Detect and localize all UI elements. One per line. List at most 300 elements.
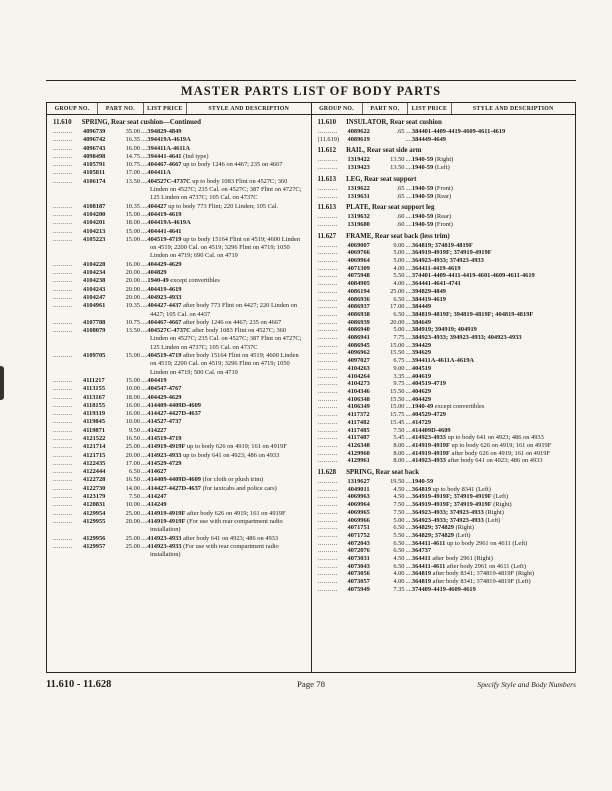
list-price: 7.75 (393, 334, 405, 342)
style-numbers: 414923-4933 (411, 434, 446, 442)
style-numbers: 414627 (147, 468, 167, 476)
style-description: .... 364923-4933; 374923-4933 (Right) (406, 509, 571, 517)
parts-row (53, 236, 306, 261)
group-cell (318, 532, 348, 540)
part-number: 4086939 (347, 318, 370, 326)
section-group-number: 11.610 (53, 119, 72, 126)
style-description: .... 404519-4719 after body 15164 Flint on 4519; 4600 Linden on 4519; 2200 Cal. on 4519; 3296 Flint on 4719; 1050 Linden on 4719; 500 Cal. on 4719 (141, 352, 306, 377)
style-description (141, 394, 306, 402)
part-number: 4117482 (347, 418, 370, 426)
parts-row (53, 277, 306, 285)
part-number: 4069965 (347, 508, 370, 516)
parts-row (53, 476, 306, 484)
list-price: 9.00 (393, 364, 405, 372)
parts-row (318, 457, 571, 465)
list-price: 19.50 (390, 478, 405, 486)
style-numbers: 414427-4427D-4637 (147, 410, 201, 418)
style-description: .... 364919-4919F; 374919-4919F (Right) (406, 501, 571, 509)
group-cell (318, 334, 348, 342)
parts-row (318, 478, 571, 486)
part-number: 4071309 (347, 264, 370, 272)
style-numbers: 364919-4919F; 374919-4919F (411, 501, 492, 509)
parts-row (318, 517, 571, 525)
part-number: 4118155 (83, 401, 106, 409)
group-cell (318, 156, 348, 164)
list-price: 7.50 (393, 508, 405, 516)
list-price: 5.00 (393, 257, 405, 265)
style-description (406, 365, 571, 373)
list-price: 6.50 (393, 547, 405, 555)
parts-row (318, 578, 571, 586)
group-cell (53, 418, 83, 426)
part-number: 4073057 (347, 578, 370, 586)
group-cell (318, 478, 348, 486)
parts-row (53, 286, 306, 294)
style-description: .... 364919-4919F; 374919-4919F (Left) (406, 493, 571, 501)
list-price: .65 (396, 192, 405, 200)
style-description: .... 414427-4427D-4637 (for taxicabs and police cars) (141, 485, 306, 493)
style-description: .... 364829; 374829 (Right) (406, 524, 571, 532)
style-description (406, 319, 571, 327)
style-numbers: 414923-4933 (411, 457, 446, 465)
part-number: 4122444 (83, 468, 106, 476)
parts-row (318, 532, 571, 540)
parts-row (53, 269, 306, 277)
part-number: 4072076 (347, 547, 370, 555)
list-price: 6.50 (393, 524, 405, 532)
list-price: 15.00 (125, 210, 140, 218)
list-price: 15.50 (390, 395, 405, 403)
parts-table (46, 102, 576, 673)
style-description (406, 136, 571, 144)
parts-row (318, 524, 571, 532)
group-cell (53, 294, 83, 302)
style-numbers: 364819 (411, 578, 432, 586)
style-numbers: 1940-59 (411, 164, 434, 172)
parts-row (53, 427, 306, 435)
parts-row (318, 555, 571, 563)
group-cell (318, 380, 348, 388)
group-cell (318, 303, 348, 311)
style-numbers: 404519-4719 (147, 235, 182, 243)
style-numbers: 404527C-4737C (147, 177, 191, 185)
style-numbers: 414427-4427D-4637 (147, 484, 201, 492)
style-numbers: 414409-4409D-4609 (147, 401, 201, 409)
list-price: 4.50 (393, 555, 405, 563)
style-description (406, 257, 571, 265)
style-numbers: 404429 (411, 395, 432, 403)
part-number: 1319632 (347, 213, 370, 221)
group-cell (53, 394, 83, 402)
group-cell (53, 319, 83, 327)
style-description: .... 414919-4919F (For use with rear compartment radio installation) (141, 518, 306, 535)
style-numbers: 394829-4849 (411, 287, 446, 295)
parts-row (318, 373, 571, 381)
style-description (406, 388, 571, 396)
style-description: .... 414919-4919F up to body 626 on 4919; 161 on 4919F (406, 442, 571, 450)
parts-row (53, 211, 306, 219)
list-price: 7.50 (393, 426, 405, 434)
section-group-number: 11.628 (317, 469, 337, 477)
style-description (141, 169, 306, 177)
parts-row (53, 377, 306, 385)
parts-row (318, 265, 571, 273)
parts-row (53, 410, 306, 418)
section-title: LEG, Rear seat support (346, 175, 417, 183)
section-group-number: 11.627 (317, 232, 337, 240)
style-description (141, 427, 306, 435)
part-number: 4073043 (347, 562, 370, 570)
group-cell (318, 319, 348, 327)
group-cell (318, 221, 348, 229)
style-numbers: 404419-4619 (147, 210, 182, 218)
group-cell (53, 410, 83, 418)
style-description (406, 586, 571, 594)
list-price: 8.00 (393, 441, 405, 449)
parts-row (318, 357, 571, 365)
parts-row (318, 501, 571, 509)
part-number: 4122728 (83, 476, 106, 484)
style-description (406, 303, 571, 311)
style-numbers: 364411-4611 (411, 539, 446, 547)
style-numbers: 1940-49 (147, 277, 169, 285)
group-cell (53, 327, 83, 352)
list-price: 15.00 (125, 235, 140, 243)
style-description (141, 493, 306, 501)
style-description: .... 414919-4919F after body 626 on 4919; 161 on 4919F (141, 510, 306, 518)
group-cell (318, 411, 348, 419)
list-price: 25.00 (390, 287, 405, 295)
left-column (47, 115, 311, 672)
part-number: 1319423 (347, 164, 370, 172)
style-description: .... 404467-4667 up to body 1246 on 4467; 235 on 4667 (141, 161, 306, 169)
list-price: 5.50 (393, 531, 405, 539)
style-description: .... 414919-4919F up to body 626 on 4919; 161 on 4919F (141, 443, 306, 451)
section-group-number: 11.613 (317, 175, 337, 183)
style-numbers: 404519-4719 (147, 352, 182, 360)
list-price: 4.50 (393, 493, 405, 501)
style-description: .... 1940-59 (Left) (406, 164, 571, 172)
parts-row (318, 296, 571, 304)
list-price: 16.00 (125, 260, 140, 268)
section-group-number: 11.612 (317, 147, 337, 155)
style-description (141, 294, 306, 302)
style-description: .... 404527C-4737C after body 1083 Flint on 4527C; 360 Linden on 4527C; 235 Cal. on 4527C; 387 Flint on 4727C; 125 Linden on 4737C; 105 Cal. on 4737C (141, 327, 306, 352)
style-description (141, 402, 306, 410)
parts-row (53, 510, 306, 518)
group-cell (53, 476, 83, 484)
part-number: 4106174 (83, 177, 106, 185)
list-price: 4.50 (393, 485, 405, 493)
group-cell (53, 468, 83, 476)
part-number: 1319680 (347, 220, 370, 228)
style-numbers: 414923-4933 (147, 451, 182, 459)
style-numbers: 1940-59 (411, 478, 434, 486)
parts-row (53, 128, 306, 136)
parts-row (53, 468, 306, 476)
part-number: 4104243 (83, 285, 106, 293)
style-description: .... 404519-4719 up to body 15164 Flint on 4519; 4600 Linden on 4519; 2200 Cal. on 4519; 3296 Flint on 4719; 1050 Linden on 4719; 690 Cal. on 4719 (141, 236, 306, 261)
part-number: 4129960 (347, 449, 370, 457)
style-numbers: 414519-4719 (147, 434, 182, 442)
list-price: 7.50 (128, 493, 140, 501)
parts-row (53, 435, 306, 443)
table-header-band (47, 103, 575, 115)
list-price: 14.00 (125, 484, 140, 492)
style-description (141, 269, 306, 277)
part-number: 4122435 (83, 459, 106, 467)
group-cell (53, 178, 83, 203)
part-number: 1319627 (347, 478, 370, 486)
style-description (406, 242, 571, 250)
style-description: .... 364923-4933; 374923-4933 (Left) (406, 517, 571, 525)
style-numbers: 1940-59 (411, 184, 434, 192)
style-numbers: 364737 (411, 547, 432, 555)
style-description (406, 311, 571, 319)
parts-row (53, 493, 306, 501)
style-numbers: 404429-4629 (147, 260, 182, 268)
group-cell (53, 543, 83, 560)
page-title: MASTER PARTS LIST OF BODY PARTS (180, 84, 442, 98)
part-number: 4086937 (347, 303, 370, 311)
style-description: .... 1940-59 (Front) (406, 185, 571, 193)
group-cell (318, 540, 348, 548)
list-price: 9.50 (128, 426, 140, 434)
style-description (406, 427, 571, 435)
style-description: .... 414923-4933 (For use with rear compartment radio installation) (141, 543, 306, 560)
style-description (406, 288, 571, 296)
table-body (47, 115, 575, 672)
list-price: .65 (396, 128, 405, 135)
parts-row (318, 128, 571, 136)
group-cell (318, 272, 348, 280)
part-number: 1319631 (347, 192, 370, 200)
parts-row (53, 294, 306, 302)
style-numbers: 394829-4849 (147, 128, 182, 135)
part-number: 4072043 (347, 539, 370, 547)
list-price: 4.00 (393, 570, 405, 578)
part-number: 4122730 (83, 484, 106, 492)
style-description (141, 435, 306, 443)
list-price: 15.00 (390, 341, 405, 349)
part-number: 4089622 (347, 128, 370, 135)
page-content (46, 80, 576, 690)
style-numbers: 404527C-4737C (147, 327, 191, 335)
part-number: 4104200 (83, 210, 106, 218)
group-cell (318, 213, 348, 221)
part-number: 4071752 (347, 531, 370, 539)
style-numbers: 414409-4409D-4609 (147, 476, 201, 484)
style-description (406, 249, 571, 257)
part-number: 4069007 (347, 241, 370, 249)
group-cell (53, 269, 83, 277)
parts-row (53, 385, 306, 393)
style-description: .... 364411 after body 2961 (Right) (406, 555, 571, 563)
style-numbers: 374409-4419-4609-4619 (411, 585, 476, 593)
part-number: 4069966 (347, 516, 370, 524)
parts-row (318, 221, 571, 229)
style-description (406, 547, 571, 555)
style-numbers: 414249 (147, 501, 167, 509)
parts-row (53, 203, 306, 211)
parts-row (318, 242, 571, 250)
style-description (406, 296, 571, 304)
list-price: .60 (396, 213, 405, 221)
part-number: 4126348 (347, 441, 370, 449)
parts-row (53, 460, 306, 468)
group-cell (318, 265, 348, 273)
section-heading (53, 118, 306, 127)
group-cell (318, 578, 348, 586)
style-numbers: 414247 (147, 493, 167, 501)
style-numbers: 414409D-4609 (411, 426, 451, 434)
list-price: 10.35 (125, 202, 140, 210)
style-numbers: 414919-4919F (147, 509, 186, 517)
parts-row (318, 311, 571, 319)
style-numbers: 374401-4409-4411-4419-4601-4609-4611-4619 (411, 272, 535, 280)
parts-row (318, 288, 571, 296)
list-price: 20.00 (125, 277, 140, 285)
section-11.613 (318, 203, 571, 228)
part-number: 4104228 (83, 260, 106, 268)
style-numbers: 364819; 374819-4819F (411, 241, 473, 249)
style-description (406, 128, 571, 136)
style-numbers: 384649 (411, 318, 432, 326)
group-cell (53, 518, 83, 535)
group-cell (318, 486, 348, 494)
style-numbers: 404467-4667 (147, 318, 182, 326)
parts-row (318, 427, 571, 435)
group-cell (53, 501, 83, 509)
style-numbers: 384401-4409-4419-4609-4611-4619 (411, 128, 506, 135)
list-price: 6.50 (393, 539, 405, 547)
style-numbers: 414919-4919F (147, 443, 186, 451)
style-description (406, 334, 571, 342)
part-number: 4106349 (347, 403, 370, 411)
style-description (141, 286, 306, 294)
part-number: 4104961 (83, 302, 106, 310)
style-description: .... 414923-4933 up to body 641 on 4923; 486 on 4933 (141, 452, 306, 460)
parts-row (318, 272, 571, 280)
style-numbers: 364919-4919F; 374919-4919F (411, 249, 492, 257)
list-price: 17.00 (125, 459, 140, 467)
list-price: .65 (396, 184, 405, 192)
group-cell (318, 349, 348, 357)
style-description (141, 377, 306, 385)
style-numbers: 394411A-4611A-4619A (411, 357, 475, 365)
parts-row (53, 169, 306, 177)
parts-row (318, 257, 571, 265)
list-price: 7.35 (393, 585, 405, 593)
style-description: .... 414923-4933 after body 641 on 4923; 486 on 4933 (406, 457, 571, 465)
style-description: .... 414409-4409D-4609 (for cloth or plush trim) (141, 476, 306, 484)
group-cell (318, 434, 348, 442)
style-description (406, 478, 571, 486)
style-numbers: 404619 (411, 372, 432, 380)
list-price: 5.45 (393, 434, 405, 442)
parts-row (53, 302, 306, 319)
header-part-no: PART NO. (97, 103, 143, 114)
list-price: 6.50 (393, 295, 405, 303)
list-price: 13.50 (390, 164, 405, 172)
style-numbers: 414227 (147, 426, 167, 434)
part-number: 4117487 (347, 434, 370, 442)
list-price: 17.00 (125, 169, 140, 177)
part-number: 4069963 (347, 493, 370, 501)
group-cell (318, 524, 348, 532)
group-cell (318, 517, 348, 525)
group-cell (318, 365, 348, 373)
style-numbers: 404923-4933 (147, 293, 182, 301)
parts-row (318, 434, 571, 442)
style-description: .... 414923-4933 after body 641 on 4923; 486 on 4933 (141, 535, 306, 543)
style-numbers: 364919-4919F; 374919-4919F (411, 493, 492, 501)
list-price: 13.50 (125, 177, 140, 185)
style-numbers: 1940-59 (411, 213, 434, 221)
style-numbers: 404529-4729 (411, 411, 446, 419)
list-price: 20.00 (390, 318, 405, 326)
list-price: 13.50 (390, 156, 405, 164)
list-price: 14.75 (125, 152, 140, 160)
group-cell (53, 443, 83, 451)
parts-row (53, 228, 306, 236)
part-number: 4098498 (83, 152, 106, 160)
part-number: 4120831 (83, 501, 106, 509)
part-number: 4105811 (83, 169, 106, 177)
part-number: 4096743 (83, 144, 106, 152)
style-numbers: 394429 (411, 341, 432, 349)
style-description (406, 280, 571, 288)
list-price: 25.00 (125, 443, 140, 451)
parts-row (318, 164, 571, 172)
style-description: .... 404527C-4737C up to body 1083 Flint on 4527C; 360 Linden on 4527C; 235 Cal. on 4527C; 387 Flint on 4727C; 125 Linden on 4737C; 105 Cal. on 4737C (141, 178, 306, 203)
group-cell (318, 509, 348, 517)
section-heading (318, 175, 571, 184)
part-number: 4075949 (347, 585, 370, 593)
style-numbers: 404429-4629 (147, 393, 182, 401)
section-heading (318, 232, 571, 241)
group-cell (53, 460, 83, 468)
header-style-description: STYLE AND DESCRIPTION (451, 103, 576, 114)
parts-row (53, 418, 306, 426)
style-numbers: 404629 (411, 387, 432, 395)
style-numbers: 364923-4933; 374923-4933 (411, 508, 484, 516)
part-number: 4097027 (347, 357, 370, 365)
style-numbers: 404427 (147, 202, 167, 210)
list-price: 15.45 (390, 418, 405, 426)
style-description (141, 136, 306, 144)
part-number: 4111217 (83, 376, 105, 384)
part-number: 4108187 (83, 202, 106, 210)
section-heading (318, 118, 571, 127)
style-numbers: 384919; 394919; 404919 (411, 326, 477, 334)
group-cell (318, 280, 348, 288)
group-cell (53, 377, 83, 385)
list-price: 5.00 (393, 326, 405, 334)
group-cell (53, 128, 83, 136)
parts-row (53, 219, 306, 227)
list-price: 6.50 (393, 310, 405, 318)
section-title: PLATE, Rear seat support leg (346, 204, 435, 212)
group-cell (318, 128, 348, 136)
style-numbers: 384923-4933; 394923-4933; 404923-4933 (411, 334, 522, 342)
style-description (141, 145, 306, 153)
list-price: 6.50 (128, 468, 140, 476)
parts-row (318, 570, 571, 578)
style-description: .... 404467-4667 after body 1246 on 4467; 235 on 4667 (141, 319, 306, 327)
style-description: .... 404427 up to body 773 Flint; 220 Linden; 105 Cal. (141, 203, 306, 211)
style-description: .... 1940-49 except convertibles (406, 403, 571, 411)
